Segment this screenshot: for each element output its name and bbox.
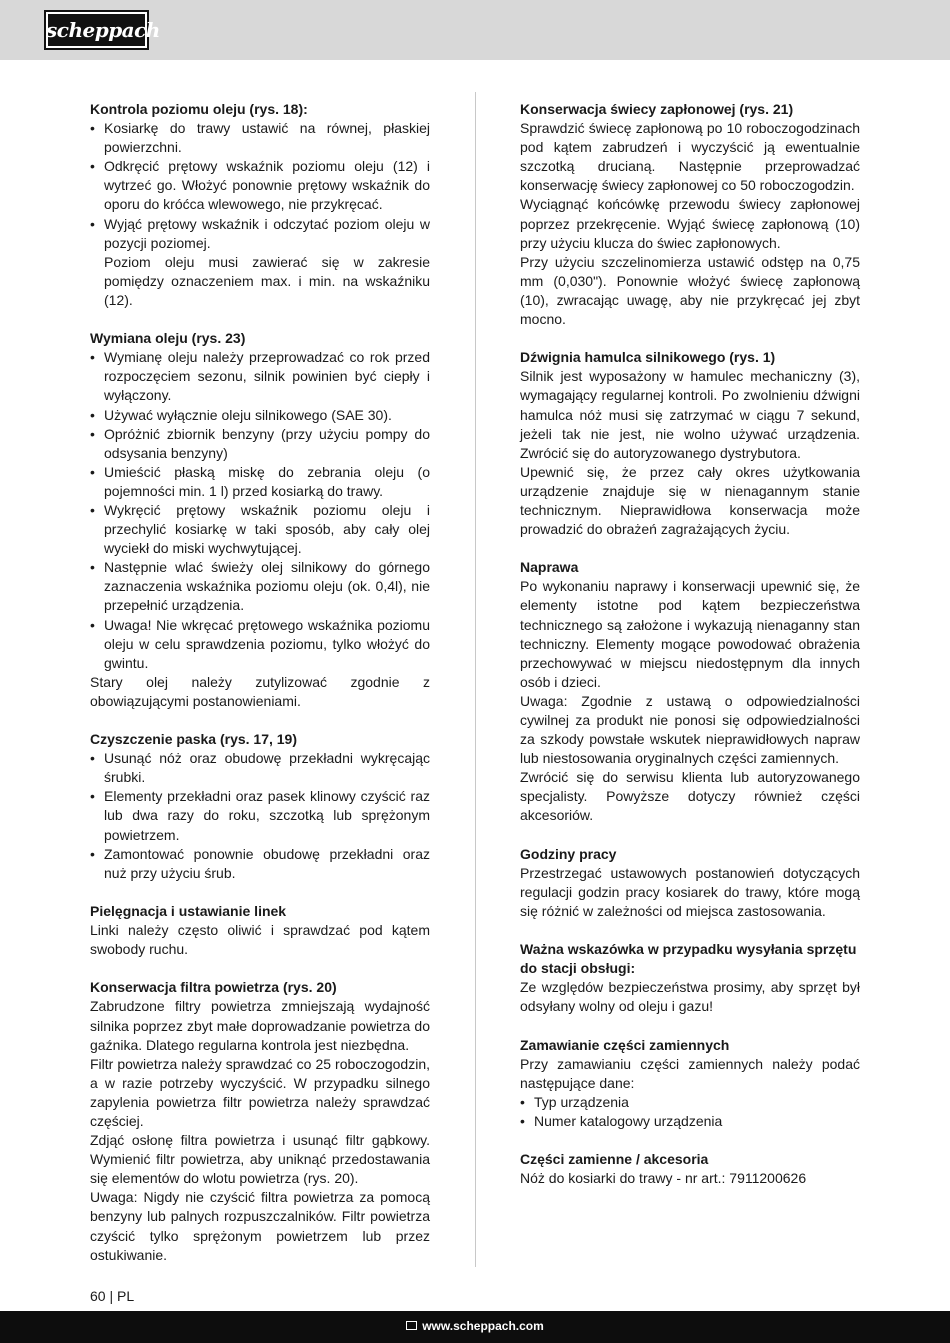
- paragraph: Uwaga: Zgodnie z ustawą o odpowiedzialności cywilnej za produkt nie ponosi się odpowiedzialności za szkody powstałe wskutek nieprawidłowych napraw lub niestosowania oryginalnych części zamiennych.: [520, 692, 860, 767]
- section-czyszczenie-paska-rys-17-19: [90, 730, 430, 883]
- section-heading: Kontrola poziomu oleju (rys. 18):: [90, 101, 308, 117]
- paragraph: Stary olej należy zutylizować zgodnie z obowiązującymi postanowieniami.: [90, 673, 430, 709]
- list-item: • Opróżnić zbiornik benzyny (przy użyciu pompy do odsysania benzyny): [90, 425, 430, 463]
- bullet-list: [520, 1093, 860, 1131]
- paragraph: Uwaga: Nigdy nie czyścić filtra powietrza za pomocą benzyny lub palnych rozpuszczalników. Filtr powietrza czyścić tylko sprężonym powietrzem lub przez ostukiwanie.: [90, 1189, 430, 1263]
- paragraph: Poziom oleju musi zawierać się w zakresie pomiędzy oznaczeniem max. i min. na wskaźniku (12).: [104, 253, 430, 308]
- list-item: • Usunąć nóż oraz obudowę przekładni wykręcając śrubki.: [90, 749, 430, 787]
- paragraph: Zwrócić się do serwisu klienta lub autoryzowanego specjalisty. Powyższe dotyczy również części akcesoriów.: [520, 769, 860, 824]
- section-dzwignia-hamulca-silnikowego-rys-1: [520, 348, 860, 539]
- section-heading: Konserwacja filtra powietrza (rys. 20): [90, 979, 337, 996]
- list-item: • Wyjąć prętowy wskaźnik i odczytać poziom oleju w pozycji poziomej.: [90, 215, 430, 253]
- paragraph: Zdjąć osłonę filtra powietrza i usunąć filtr gąbkowy. Wymienić filtr powietrza, aby uniknąć przedostawania się elementów do wlotu powietrza (rys. 20).: [90, 1132, 430, 1187]
- section-heading: Konserwacja świecy zapłonowej (rys. 21): [520, 101, 794, 117]
- paragraph: Linki należy często oliwić i sprawdzać pod kątem swobody ruchu.: [90, 922, 430, 958]
- section-czesci-zamienne-akcesoria: [520, 1150, 860, 1188]
- section-heading: Ważna wskazówka w przypadku wysyłania sprzętu do stacji obsługi:: [520, 941, 857, 977]
- section-godziny-pracy: [520, 845, 860, 921]
- section-heading: Czyszczenie paska (rys. 17, 19): [90, 731, 298, 748]
- section-kontrola-poziomu-oleju-rys-18: [90, 100, 430, 310]
- paragraph: Przy użyciu szczelinomierza ustawić odstęp na 0,75 mm (0,030"). Ponownie włożyć świecę zapłonową (10), zwracając uwagę, aby nie przykręcać jej zbyt mocno.: [520, 253, 860, 328]
- left-column: [90, 100, 430, 1284]
- section-pielegnacja-i-ustawianie-linek: [90, 902, 430, 959]
- section-naprawa: [520, 558, 860, 825]
- bullet-list: [90, 348, 430, 673]
- scheppach-logo: scheppach: [44, 10, 149, 50]
- paragraph: Nóż do kosiarki do trawy - nr art.: 7911200626: [520, 1170, 807, 1187]
- list-item: • Następnie wlać świeży olej silnikowy do górnego zaznaczenia wskaźnika poziomu oleju (ok. 0,4l), nie przepełnić urządzenia.: [90, 558, 430, 615]
- paragraph: Zabrudzone filtry powietrza zmniejszają wydajność silnika poprzez zbyt małe doprowadzanie powietrza do gaźnika. Dlatego regularna kontrola jest niezbędna.: [90, 998, 430, 1053]
- footer-bar: [0, 1311, 950, 1343]
- section-heading: Pielęgnacja i ustawianie linek: [90, 902, 287, 919]
- website-link[interactable]: www.scheppach.com: [422, 1319, 544, 1333]
- paragraph: Wyciągnąć końcówkę przewodu świecy zapłonowej poprzez przekręcenie. Wyjąć świecę zapłonową (10) przy użyciu klucza do świec zapłonowych.: [520, 196, 860, 251]
- section-heading: Wymiana oleju (rys. 23): [90, 330, 246, 347]
- paragraph: Przestrzegać ustawowych postanowień dotyczących regulacji godzin pracy kosiarek do trawy, które mogą się różnić w zależności od miejsca zastosowania.: [520, 864, 860, 919]
- paragraph: Upewnić się, że przez cały okres użytkowania urządzenie znajduje się w nienagannym stanie technicznym. Nieprawidłowa konserwacja może prowadzić do obrażeń zagrażających życiu.: [520, 463, 860, 538]
- list-item: • Używać wyłącznie oleju silnikowego (SAE 30).: [90, 406, 430, 425]
- paragraph: Silnik jest wyposażony w hamulec mechaniczny (3), wymagający regularnej kontroli. Po zwolnieniu dźwigni hamulca nóż musi się zatrzymać w ciągu 7 sekund, jeżeli tak nie jest, nie wolno używać urządzenia. Zwrócić się do autoryzowanego dystrybutora.: [520, 368, 860, 461]
- section-konserwacja-swiecy-zaplonowej-rys-21: [520, 100, 860, 329]
- list-item: • Kosiarkę do trawy ustawić na równej, płaskiej powierzchni.: [90, 119, 430, 157]
- list-item: • Zamontować ponownie obudowę przekładni oraz nuż przy użyciu śrub.: [90, 845, 430, 883]
- paragraph: Sprawdzić świecę zapłonową po 10 roboczogodzinach pod kątem zabrudzeń i wyczyścić ją ewentualnie szczotką drucianą. Następnie przeprowadzać konserwację świecy zapłonowej co 50 roboczogodzin.: [520, 120, 860, 194]
- header-bar: [0, 0, 950, 60]
- section-wazna-wskazowka-w-przypadku-wysylania-sp: [520, 940, 860, 1016]
- list-item: • Wymianę oleju należy przeprowadzać co rok przed rozpoczęciem sezonu, silnik powinien być ciepły i wyłączony.: [90, 348, 430, 405]
- section-konserwacja-filtra-powietrza-rys-20: [90, 978, 430, 1264]
- section-zamawianie-czesci-zamiennych: [520, 1036, 860, 1131]
- bullet-list: [90, 119, 430, 253]
- paragraph: Po wykonaniu naprawy i konserwacji upewnić się, że elementy istotne pod kątem bezpieczeństwa technicznego są założone i wykazują nienaganny stan techniczny. Elementy mogące powodować obrażenia przechowywać w miejscu niedostępnym dla innych osób i dzieci.: [520, 578, 860, 690]
- list-item: • Elementy przekładni oraz pasek klinowy czyścić raz lub dwa razy do roku, szczotką lub sprężonym powietrzem.: [90, 787, 430, 844]
- section-heading: Godziny pracy: [520, 845, 617, 862]
- paragraph: Przy zamawianiu części zamiennych należy podać następujące dane:: [520, 1055, 860, 1091]
- section-wymiana-oleju-rys-23: [90, 329, 430, 711]
- paragraph: Ze względów bezpieczeństwa prosimy, aby sprzęt był odsyłany wolny od oleju i gazu!: [520, 979, 860, 1015]
- list-item: • Odkręcić prętowy wskaźnik poziomu oleju (12) i wytrzeć go. Włożyć ponownie prętowy wskaźnik do oporu do króćca wlewowego, nie przykręcać.: [90, 157, 430, 214]
- bullet-list: [90, 749, 430, 883]
- paragraph: Filtr powietrza należy sprawdzać co 25 roboczogodzin, a w razie potrzeby wyczyścić. W przypadku silnego zapylenia powietrza filtr powietrza należy sprawdzać częściej.: [90, 1055, 430, 1129]
- section-heading: Naprawa: [520, 559, 579, 576]
- list-item: • Uwaga! Nie wkręcać prętowego wskaźnika poziomu oleju w celu sprawdzenia poziomu, tylko włożyć do gwintu.: [90, 616, 430, 673]
- list-item: • Numer katalogowy urządzenia: [520, 1112, 860, 1131]
- section-heading: Części zamienne / akcesoria: [520, 1151, 709, 1168]
- list-item: • Umieścić płaską miskę do zebrania oleju (o pojemności min. 1 l) przed kosiarką do trawy.: [90, 463, 430, 501]
- list-item: • Typ urządzenia: [520, 1093, 860, 1112]
- column-divider: [475, 92, 476, 1267]
- section-heading: Dźwignia hamulca silnikowego (rys. 1): [520, 349, 776, 366]
- right-column: [520, 100, 860, 1207]
- list-item: • Wykręcić prętowy wskaźnik poziomu oleju i przechylić kosiarkę w taki sposób, aby cały olej wyciekł do miski wychwytującej.: [90, 501, 430, 558]
- section-heading: Zamawianie części zamiennych: [520, 1036, 730, 1053]
- page-number: 60 | PL: [90, 1288, 135, 1304]
- monitor-icon: [406, 1321, 417, 1330]
